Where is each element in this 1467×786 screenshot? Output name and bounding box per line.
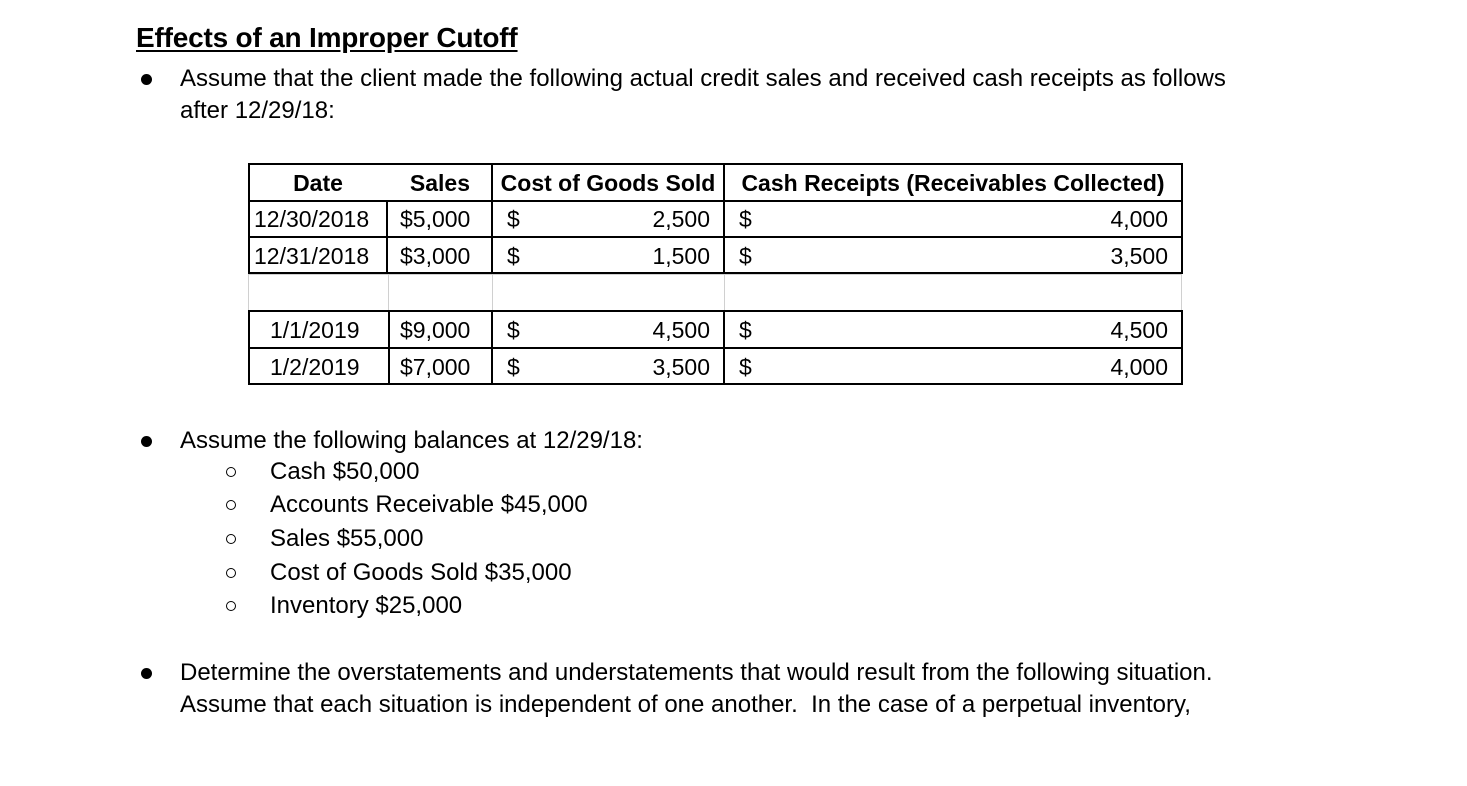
header-sales: Sales	[409, 170, 470, 196]
header-cash-receipts: Cash Receipts (Receivables Collected)	[741, 170, 1165, 196]
cell-cogs: 4,500	[652, 317, 710, 343]
balance-item: Cost of Goods Sold $35,000	[270, 559, 572, 586]
sub-bullet-icon	[226, 601, 236, 611]
cell-cash-currency: $	[739, 243, 752, 269]
sub-bullet-icon	[226, 534, 236, 544]
sub-bullet-icon	[226, 568, 236, 578]
cell-cogs-currency: $	[507, 317, 520, 343]
cell-cogs: 1,500	[652, 243, 710, 269]
instructions-line1: Determine the overstatements and understatements that would result from the following situation.	[180, 659, 1213, 686]
cell-cash-currency: $	[739, 206, 752, 232]
cell-cash: 4,000	[1110, 206, 1168, 232]
cell-cash: 4,500	[1110, 317, 1168, 343]
cell-sales: $5,000	[400, 206, 471, 232]
balance-item: Accounts Receivable $45,000	[270, 491, 588, 518]
cell-sales: $7,000	[400, 354, 471, 380]
intro-paragraph-line1: Assume that the client made the following actual credit sales and received cash receipts as follows	[180, 65, 1226, 92]
cell-cogs-currency: $	[507, 243, 520, 269]
cell-cash: 3,500	[1110, 243, 1168, 269]
cell-cogs: 3,500	[652, 354, 710, 380]
balance-item: Sales $55,000	[270, 525, 424, 552]
balance-item: Cash $50,000	[270, 458, 420, 485]
intro-paragraph-line2: after 12/29/18:	[180, 97, 335, 124]
balance-item: Inventory $25,000	[270, 592, 463, 619]
cell-date: 12/30/2018	[254, 206, 370, 232]
balances-intro: Assume the following balances at 12/29/18:	[180, 427, 643, 454]
cell-sales: $9,000	[400, 317, 471, 343]
sub-bullet-icon	[226, 467, 236, 477]
cell-cogs: 2,500	[652, 206, 710, 232]
bullet-icon	[141, 436, 152, 447]
cell-cash-currency: $	[739, 317, 752, 343]
header-cogs: Cost of Goods Sold	[500, 170, 716, 196]
page-title: Effects of an Improper Cutoff	[136, 22, 518, 53]
cell-cogs-currency: $	[507, 206, 520, 232]
cell-date: 1/1/2019	[270, 317, 360, 343]
cell-cash-currency: $	[739, 354, 752, 380]
cell-sales: $3,000	[400, 243, 471, 269]
header-date: Date	[293, 170, 343, 196]
cell-date: 12/31/2018	[254, 243, 370, 269]
instructions-line2: Assume that each situation is independent of one another. In the case of a perpetual inventory,	[180, 691, 1191, 718]
cell-date: 1/2/2019	[270, 354, 360, 380]
bullet-icon	[141, 74, 152, 85]
cell-cash: 4,000	[1110, 354, 1168, 380]
bullet-icon	[141, 668, 152, 679]
sub-bullet-icon	[226, 500, 236, 510]
cell-cogs-currency: $	[507, 354, 520, 380]
